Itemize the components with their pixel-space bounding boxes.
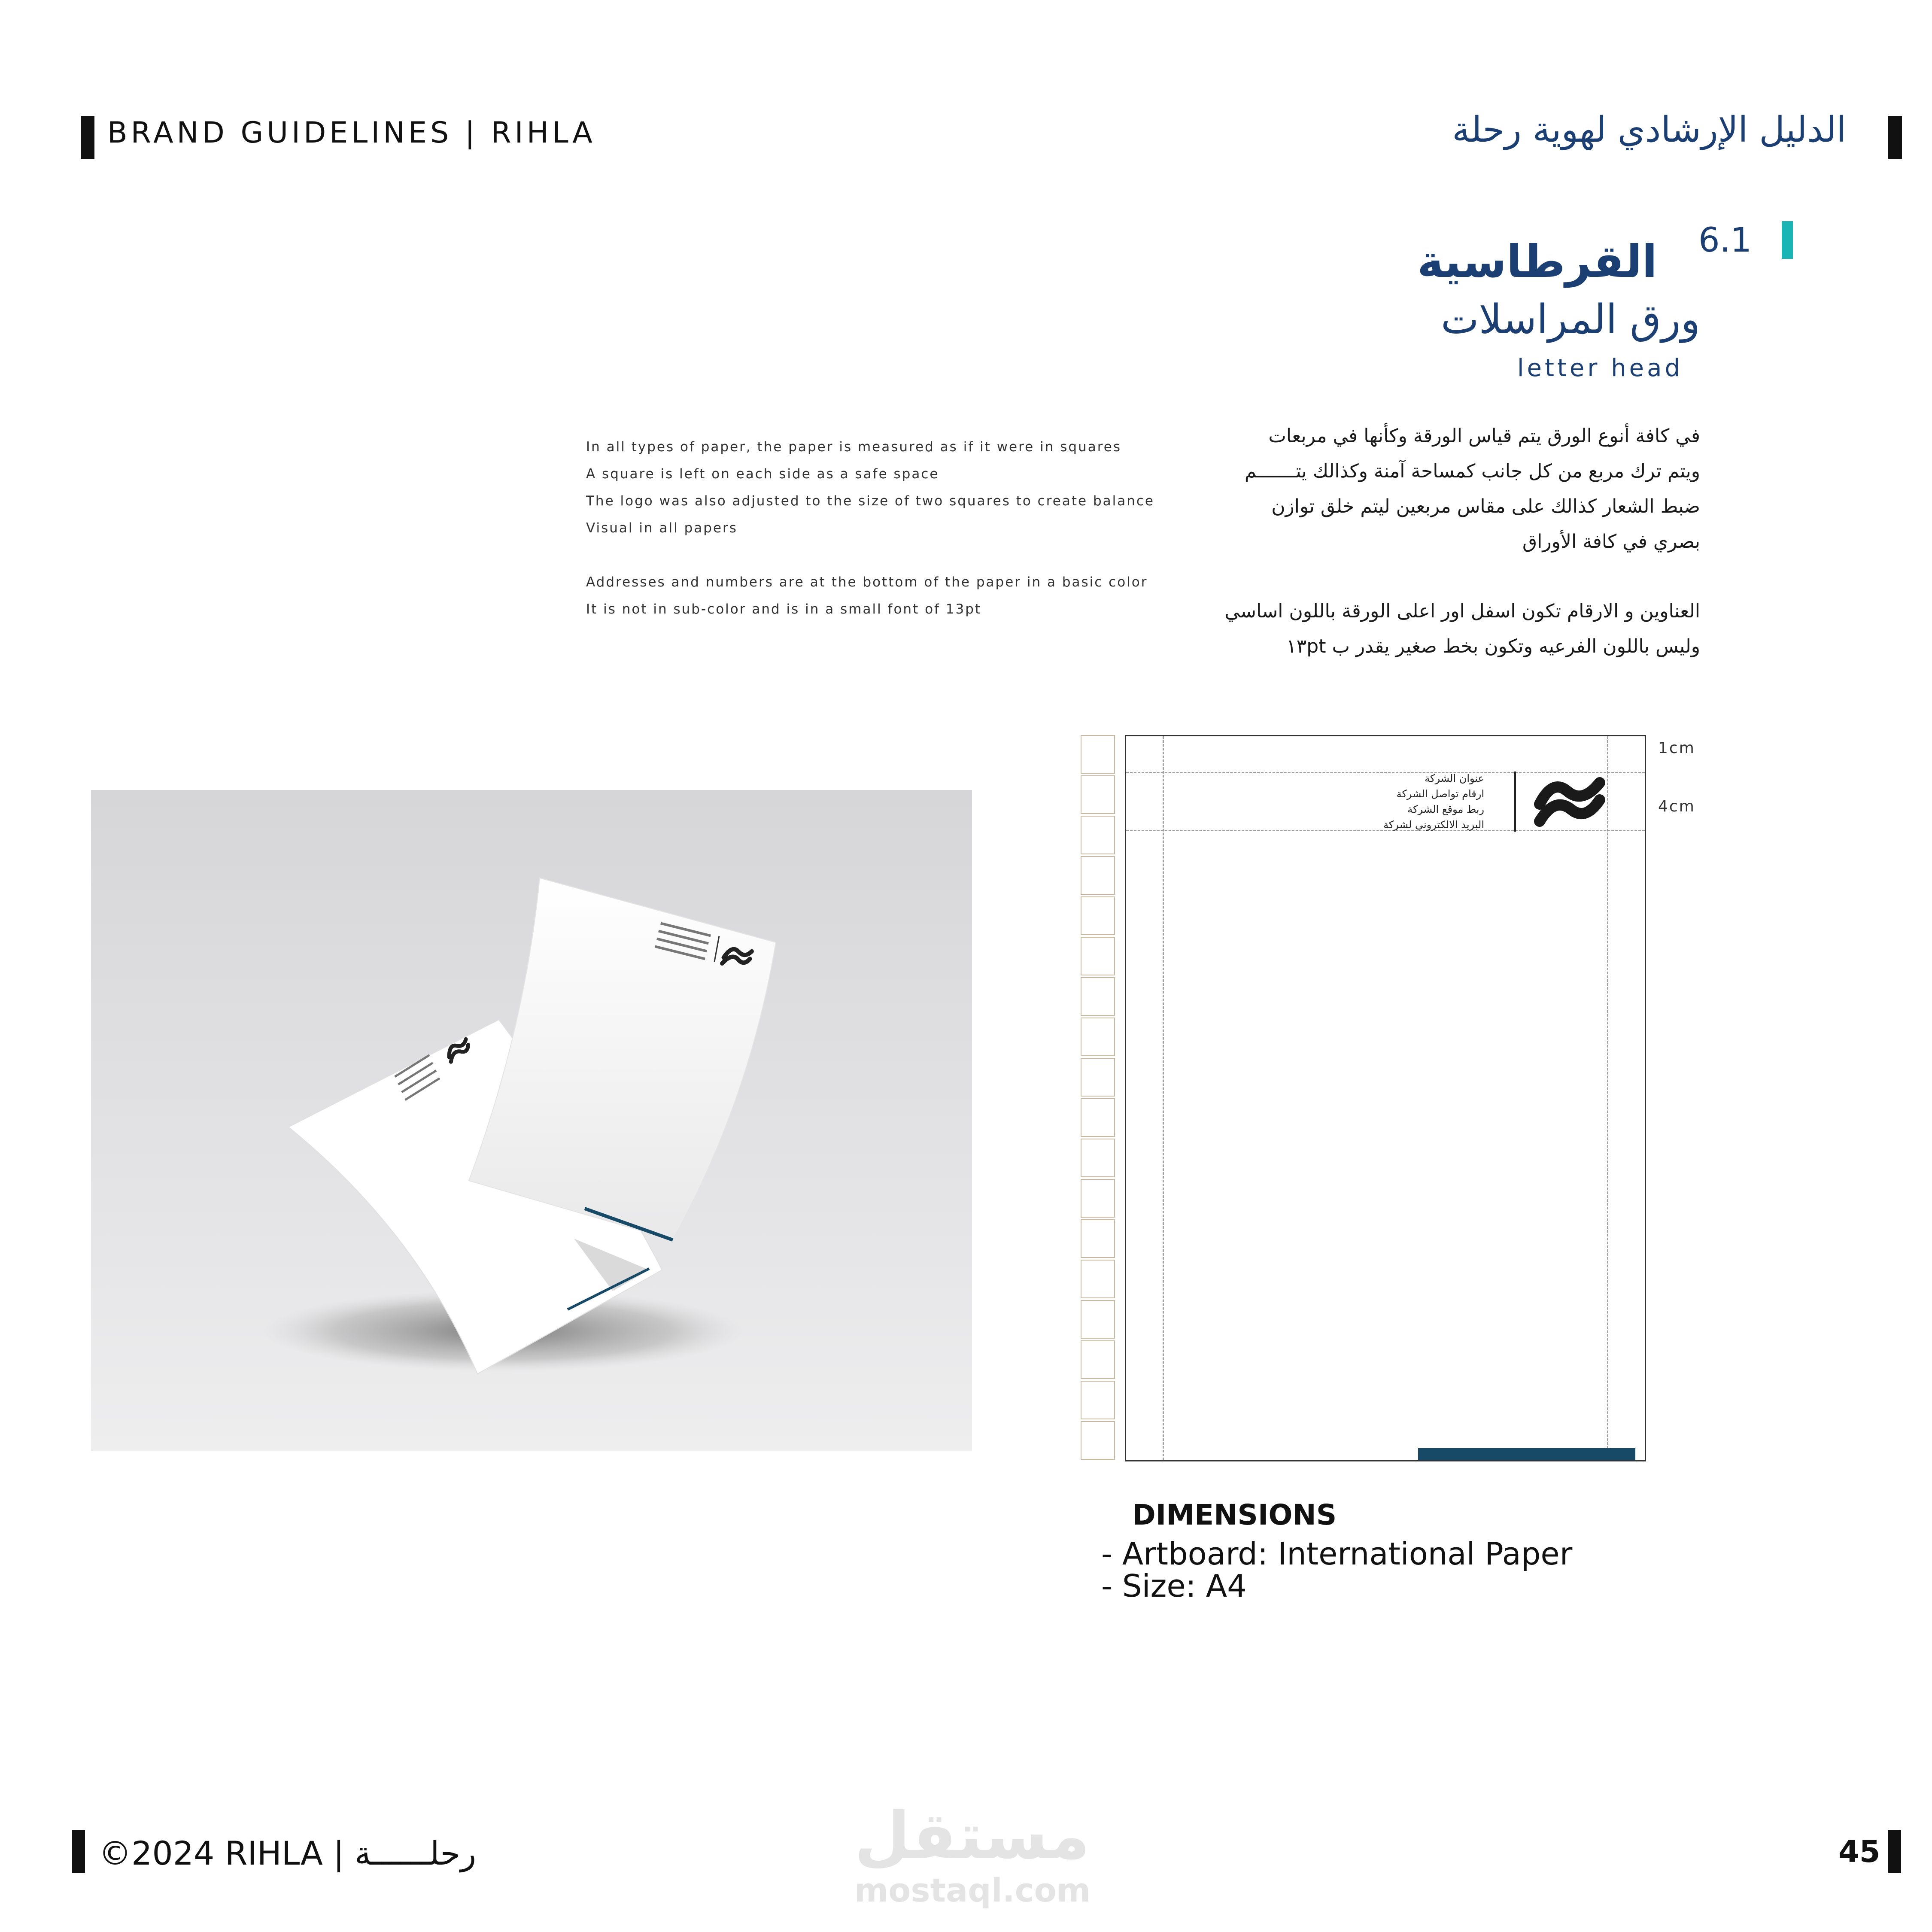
mockup-illustration [91, 790, 972, 1451]
arabic-line: بصري في كافة الأوراق [1522, 531, 1700, 553]
contact-line: عنوان الشركة [1425, 772, 1484, 784]
dimension-top-label: 1cm [1658, 739, 1695, 757]
english-line: A square is left on each side as a safe space [586, 466, 939, 482]
dimensions-size: - Size: A4 [1101, 1568, 1247, 1604]
header-title-en: BRAND GUIDELINES | RIHLA [107, 116, 596, 150]
letterhead-mockup-photo [91, 790, 972, 1451]
letterhead-layout-diagram [1125, 735, 1646, 1461]
safe-margin-right [1607, 736, 1608, 1460]
arabic-line: وليس باللون الفرعيه وتكون بخط صغير يقدر ب ١٣pt [1286, 635, 1700, 657]
letterhead-footer-bar [1418, 1448, 1635, 1460]
contact-line: البريد الالكتروني لشركة [1383, 819, 1484, 831]
header-left-bar [81, 116, 94, 159]
footer-left-bar [72, 1830, 85, 1873]
contact-block [1383, 771, 1484, 832]
contact-divider [1514, 772, 1516, 832]
section-title-ar: القرطاسية [1417, 235, 1657, 288]
arabic-line: ضبط الشعار كذالك على مقاس مربعين ليتم خلق توازن [1271, 495, 1700, 517]
footer-right-bar [1888, 1830, 1901, 1873]
safe-margin-left [1163, 736, 1164, 1460]
arabic-line: العناوين و الارقام تكون اسفل اور اعلى الورقة باللون اساسي [1224, 600, 1700, 622]
contact-line: ربط موقع الشركة [1407, 803, 1484, 815]
rihla-logo-icon [1529, 771, 1610, 835]
english-line: In all types of paper, the paper is measured as if it were in squares [586, 439, 1121, 455]
english-line: It is not in sub-color and is in a small font of 13pt [586, 601, 982, 617]
dimension-header-label: 4cm [1658, 798, 1695, 815]
page-number: 45 [1838, 1834, 1880, 1869]
section-subtitle-ar: ورق المراسلات [1440, 296, 1700, 343]
footer-copyright [99, 1834, 476, 1872]
section-subtitle-en: letter head [1517, 354, 1683, 382]
watermark-en: mostaql.com [854, 1871, 1091, 1909]
watermark-ar: مستقل [854, 1799, 1090, 1874]
header-title-ar: الدليل الإرشادي لهوية رحلة [1452, 109, 1846, 150]
english-body [586, 434, 1187, 623]
header-right-bar [1888, 116, 1902, 159]
arabic-line: في كافة أنوع الورق يتم قياس الورقة وكأنها في مربعات [1268, 425, 1700, 447]
english-line: The logo was also adjusted to the size of two squares to create balance [586, 493, 1154, 509]
grid-ruler [1081, 735, 1117, 1461]
contact-line: ارقام تواصل الشركة [1396, 788, 1484, 800]
section-number: 6.1 [1698, 221, 1752, 260]
brand-name-ar: رحلــــــة [354, 1834, 477, 1872]
dimensions-artboard: - Artboard: International Paper [1101, 1536, 1573, 1572]
arabic-line: ويتم ترك مربع من كل جانب كمساحة آمنة وكذالك يتـــــــم [1244, 460, 1700, 482]
section-accent-bar [1782, 221, 1793, 259]
copyright-text: ©2024 RIHLA | [99, 1834, 355, 1872]
arabic-body [1099, 419, 1700, 664]
dimensions-title: DIMENSIONS [1132, 1498, 1337, 1531]
english-line: Visual in all papers [586, 520, 738, 536]
english-line: Addresses and numbers are at the bottom of the paper in a basic color [586, 574, 1148, 590]
